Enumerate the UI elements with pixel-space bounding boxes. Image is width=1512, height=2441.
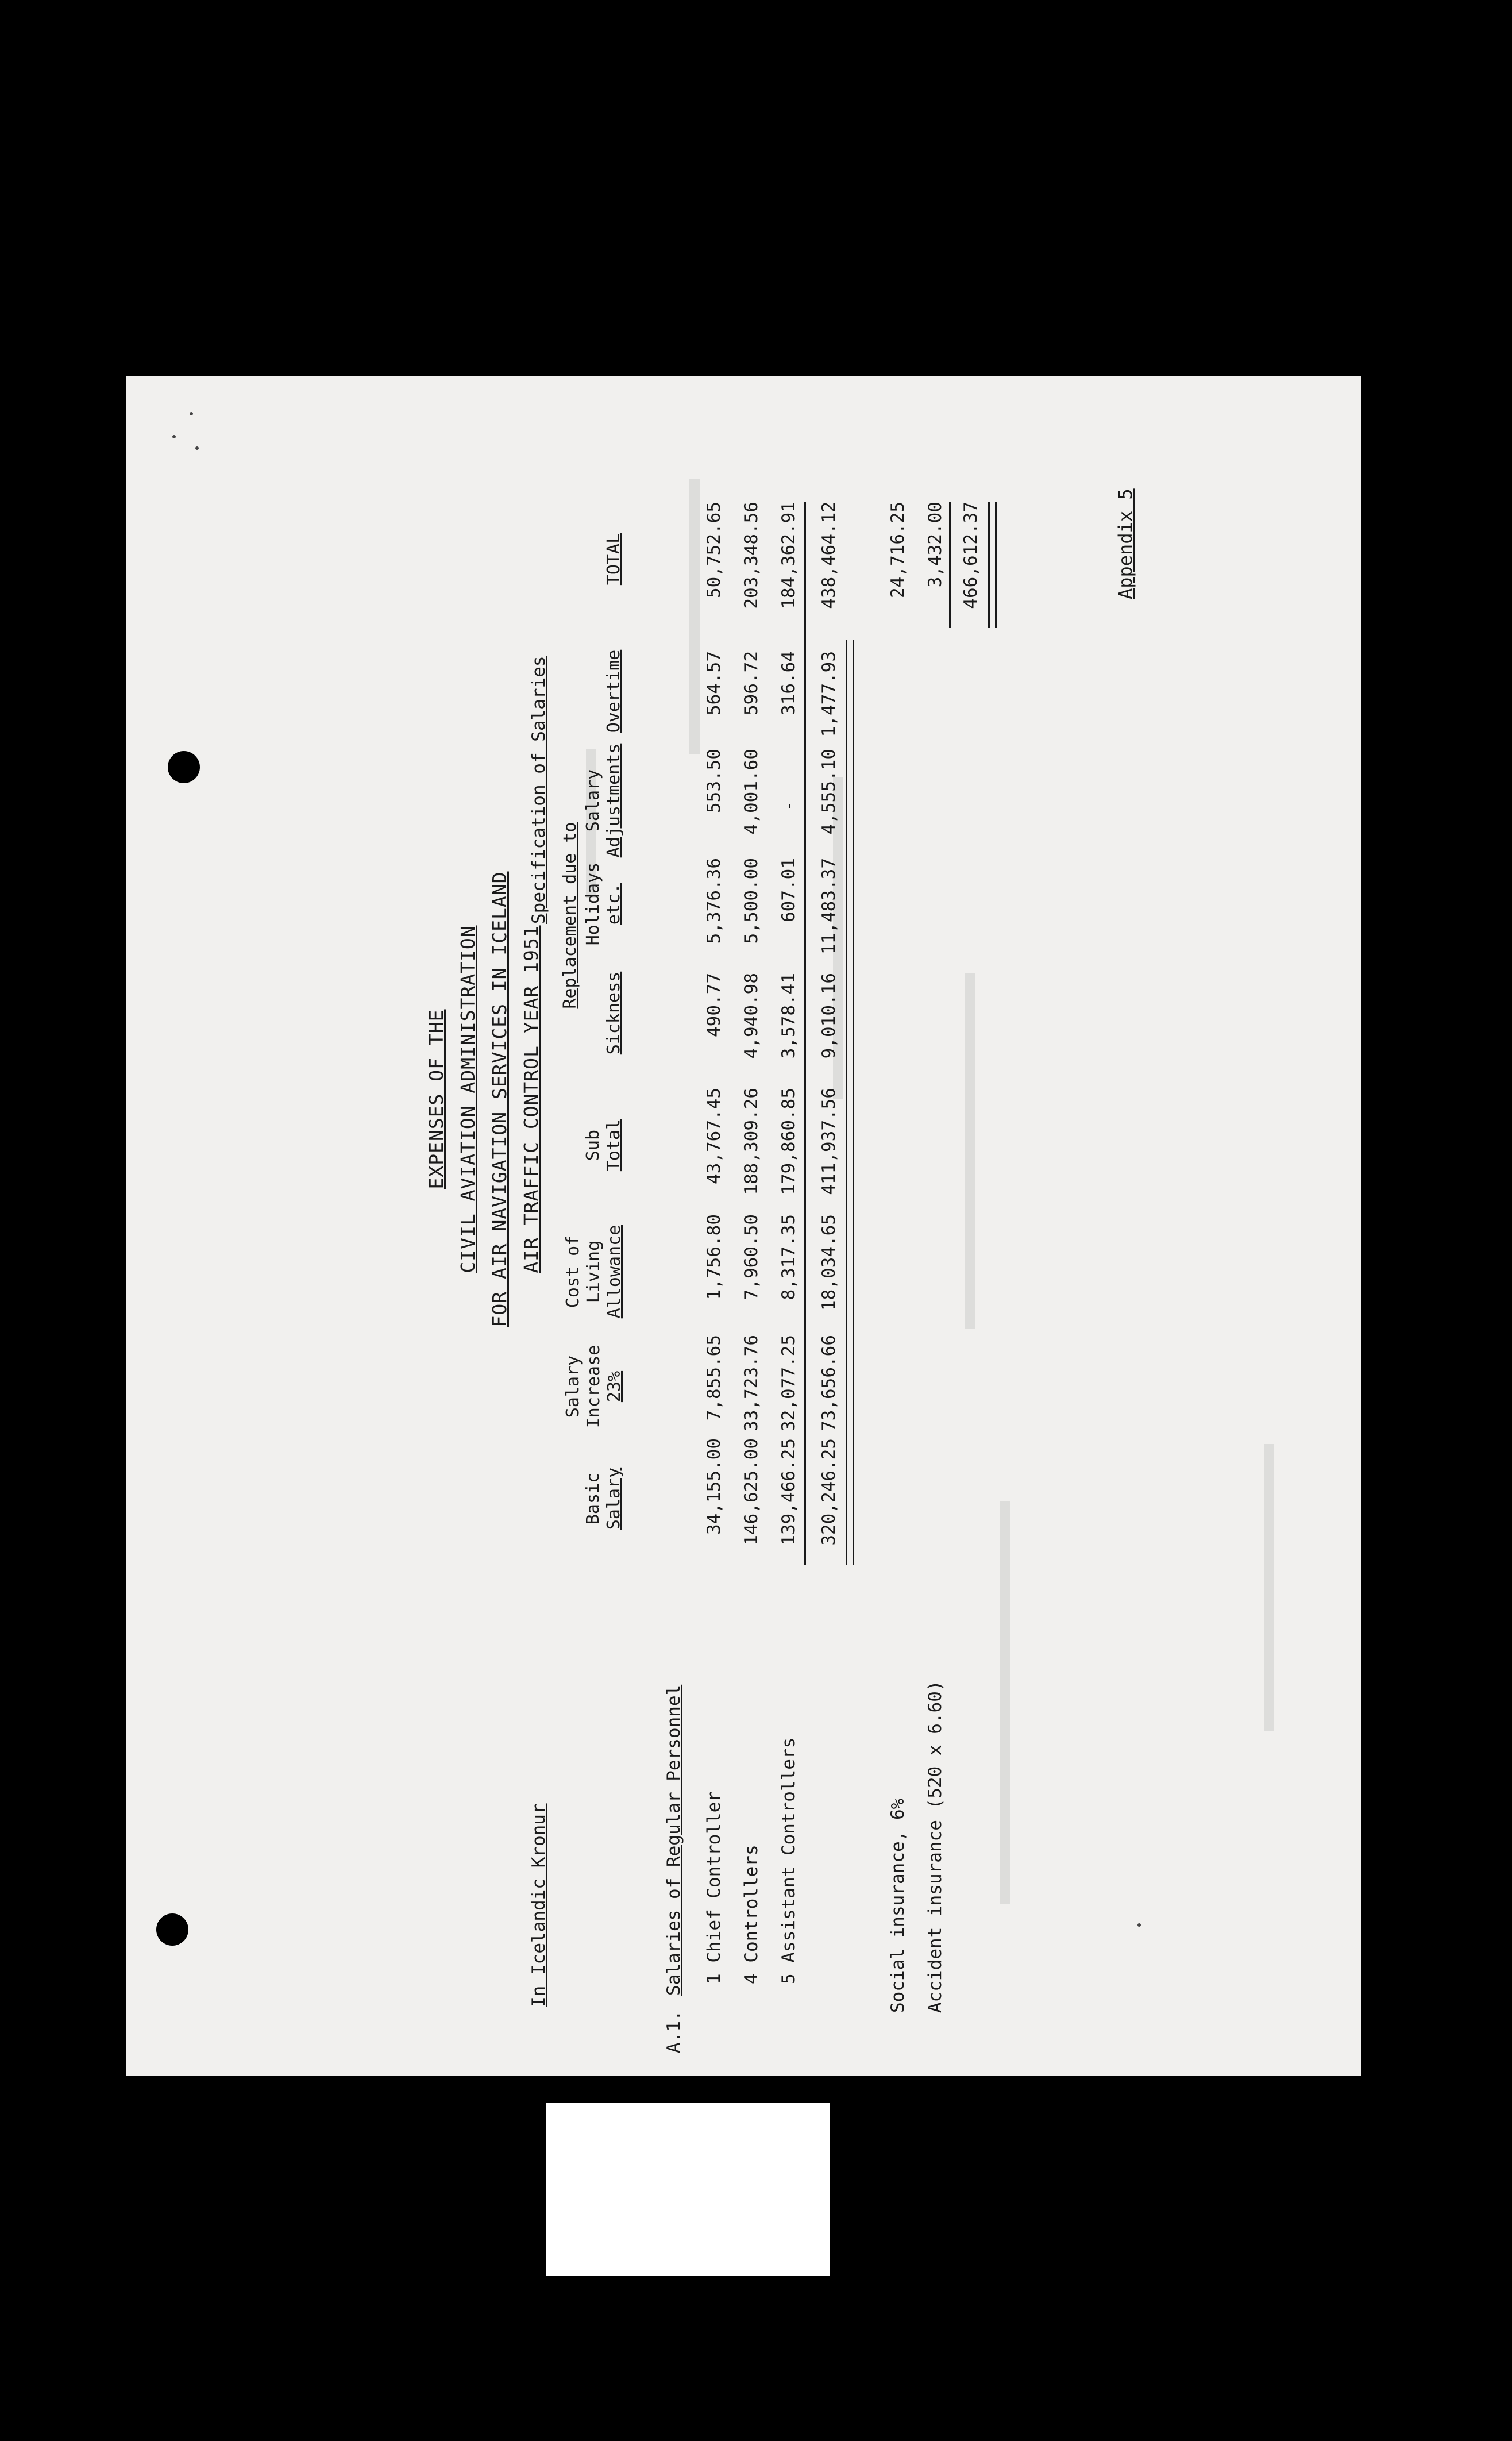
cell-overtime: 316.64 [778,651,799,715]
total-holidays: 11,483.37 [819,858,839,954]
total-total: 438,464.12 [819,502,839,609]
header-sub-total: Sub Total [583,1119,624,1172]
header-overtime: Overtime [604,649,624,733]
cell-total: 184,362.91 [778,502,799,609]
title-line-3: FOR AIR NAVIGATION SERVICES IN ICELAND [488,871,511,1327]
bleed-through-text [1000,1501,1010,1904]
total-sickness: 9,010.16 [819,973,839,1059]
cell-holidays: 5,500.00 [741,858,762,944]
header-sickness: Sickness [604,971,624,1055]
scanned-page [126,376,1361,2076]
grand-total-rule [949,502,951,628]
cell-salary-increase: 32,077.25 [778,1335,799,1431]
title-line-4: AIR TRAFFIC CONTROL YEAR 1951 [520,925,542,1273]
cell-salary-adjustments: 4,001.60 [741,749,762,835]
subtotal-rule [804,502,806,1565]
cell-sickness: 490.77 [704,973,724,1037]
bleed-through-text [965,973,975,1329]
header-salary-adjustments: Salary Adjustments [583,743,624,858]
appendix-label: Appendix 5 [1114,488,1136,599]
cell-salary-adjustments: - [778,800,799,812]
cell-sub-total: 188,309.26 [741,1088,762,1195]
punch-hole [168,751,200,783]
row-label: 5 Assistant Controllers [778,1737,799,1984]
total-basic-salary: 320,246.25 [819,1438,839,1546]
cell-overtime: 564.57 [704,651,724,715]
cell-holidays: 607.01 [778,858,799,922]
speck [195,446,199,450]
cell-total: 203,348.56 [741,502,762,609]
social-insurance-value: 24,716.25 [888,502,908,598]
punch-hole [156,1913,188,1946]
cell-sickness: 4,940.98 [741,973,762,1059]
cell-basic-salary: 146,625.00 [741,1438,762,1546]
header-basic-salary: Basic Salary [583,1467,624,1530]
blank-label-card [546,2103,830,2276]
total-salary-increase: 73,656.66 [819,1335,839,1431]
replacement-heading: Replacement due to [560,822,580,1009]
cell-cost-of-living: 7,960.50 [741,1214,762,1300]
total-salary-adjustments: 4,555.10 [819,749,839,835]
speck [190,412,193,415]
header-holidays: Holidays etc. [583,862,624,946]
cell-sub-total: 43,767.45 [704,1088,724,1184]
speck [172,435,176,438]
cell-sub-total: 179,860.85 [778,1088,799,1195]
section-title: Salaries of Regular Personnel [664,1684,684,1996]
accident-insurance-value: 3,432.00 [925,502,946,588]
specification-heading: Specification of Salaries [529,656,549,924]
grand-total-value: 466,612.37 [961,502,981,609]
totals-double-rule [846,640,854,1565]
cell-total: 50,752.65 [704,502,724,598]
cell-cost-of-living: 8,317.35 [778,1214,799,1300]
header-total: TOTAL [604,533,624,586]
bleed-through-text [689,479,700,754]
row-label: 4 Controllers [741,1845,762,1984]
section-label: A.1. [664,2010,684,2053]
header-salary-increase: Salary Increase 23% [563,1345,624,1429]
total-cost-of-living: 18,034.65 [819,1214,839,1311]
title-line-2: CIVIL AVIATION ADMINISTRATION [457,925,479,1273]
cell-basic-salary: 34,155.00 [704,1438,724,1535]
cell-cost-of-living: 1,756.80 [704,1214,724,1300]
currency-note: In Icelandic Kronur [529,1803,549,2007]
rotated-content [126,376,1361,2076]
total-sub-total: 411,937.56 [819,1088,839,1195]
title-line-1: EXPENSES OF THE [425,1009,448,1189]
bleed-through-text [1264,1444,1274,1731]
accident-insurance-label: Accident insurance (520 x 6.60) [925,1680,946,2013]
speck [1137,1923,1141,1927]
cell-salary-increase: 33,723.76 [741,1335,762,1431]
cell-basic-salary: 139,466.25 [778,1438,799,1546]
social-insurance-label: Social insurance, 6% [888,1798,908,2013]
grand-total-double-rule [988,502,997,628]
cell-salary-adjustments: 553.50 [704,749,724,813]
header-cost-of-living: Cost of Living Allowance [563,1225,624,1319]
cell-sickness: 3,578.41 [778,973,799,1059]
cell-overtime: 596.72 [741,651,762,715]
cell-salary-increase: 7,855.65 [704,1335,724,1421]
row-label: 1 Chief Controller [704,1791,724,1984]
total-overtime: 1,477.93 [819,651,839,737]
cell-holidays: 5,376.36 [704,858,724,944]
